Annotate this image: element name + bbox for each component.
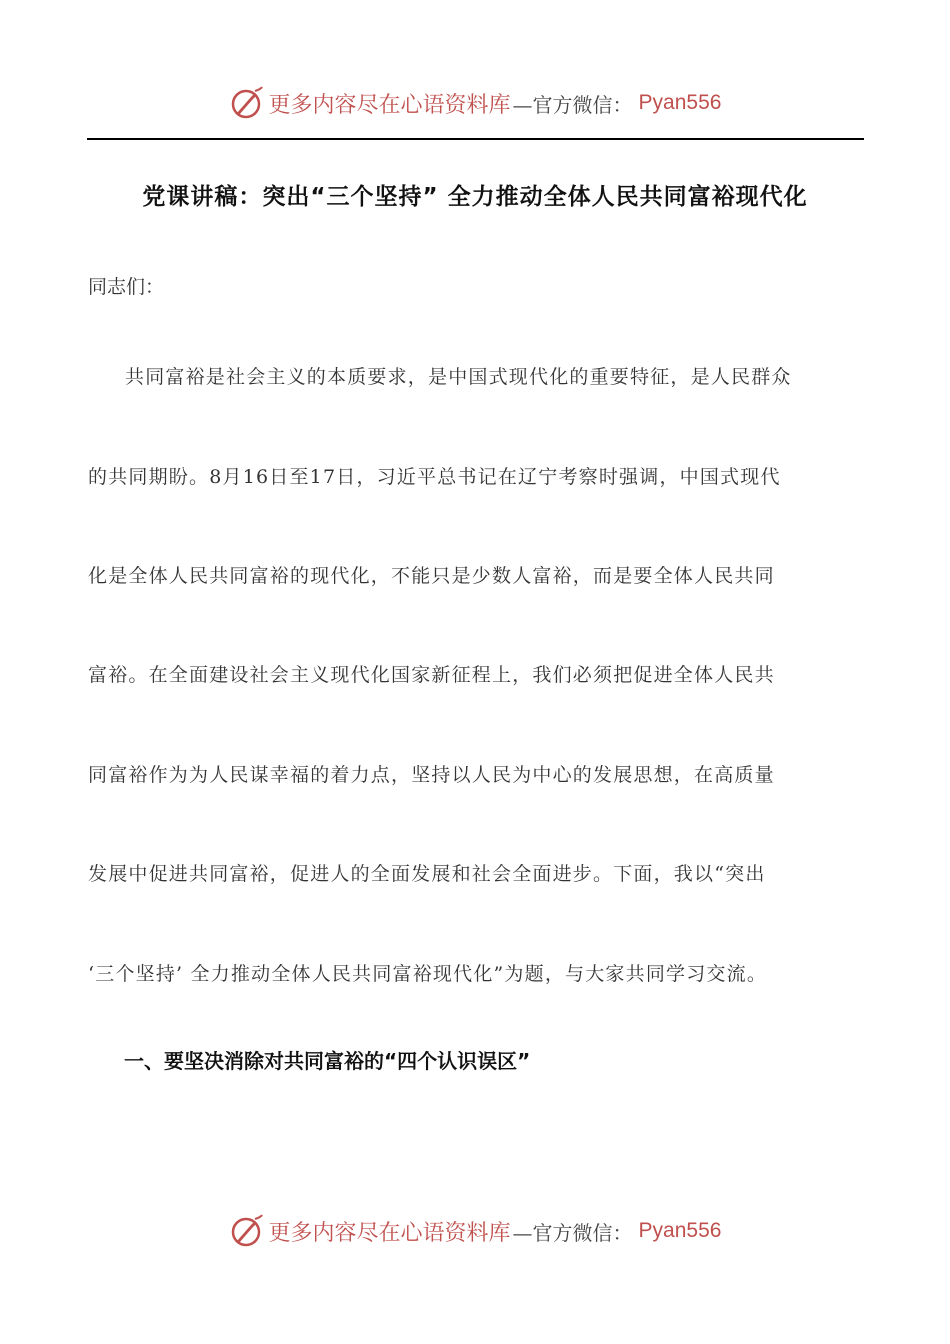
watermark-main-text: 更多内容尽在心语资料库	[268, 1220, 511, 1246]
watermark-wechat-id: Pyan556	[638, 91, 722, 114]
watermark-wechat-id: Pyan556	[638, 1219, 722, 1242]
watermark-main-text: 更多内容尽在心语资料库	[268, 92, 511, 118]
paragraph-line: 发展中促进共同富裕，促进人的全面发展和社会全面进步。下面，我以“突出	[88, 863, 766, 885]
salutation: 同志们：	[88, 276, 165, 298]
watermark-sub-text: —官方微信：	[512, 1220, 633, 1245]
header-watermark	[0, 83, 950, 123]
document-title: 党课讲稿：突出“三个坚持” 全力推动全体人民共同富裕现代化	[142, 184, 808, 210]
pen-logo-icon	[229, 1213, 265, 1249]
watermark-sub-text: —官方微信：	[512, 92, 633, 117]
paragraph-line: 的共同期盼。8月16日至17日，习近平总书记在辽宁考察时强调，中国式现代	[88, 466, 781, 488]
header-divider	[87, 138, 864, 140]
paragraph-line: ‘三个坚持’ 全力推动全体人民共同富裕现代化”为题，与大家共同学习交流。	[88, 963, 768, 985]
paragraph-line: 化是全体人民共同富裕的现代化，不能只是少数人富裕，而是要全体人民共同	[88, 565, 775, 587]
paragraph-line: 富裕。在全面建设社会主义现代化国家新征程上，我们必须把促进全体人民共	[88, 664, 775, 686]
footer-watermark	[0, 1211, 950, 1251]
paragraph-line: 共同富裕是社会主义的本质要求，是中国式现代化的重要特征，是人民群众	[125, 366, 792, 388]
pen-logo-icon	[229, 85, 265, 121]
paragraph-line: 同富裕作为为人民谋幸福的着力点，坚持以人民为中心的发展思想，在高质量	[88, 764, 775, 786]
section-heading: 一、要坚决消除对共同富裕的“四个认识误区”	[124, 1049, 531, 1073]
